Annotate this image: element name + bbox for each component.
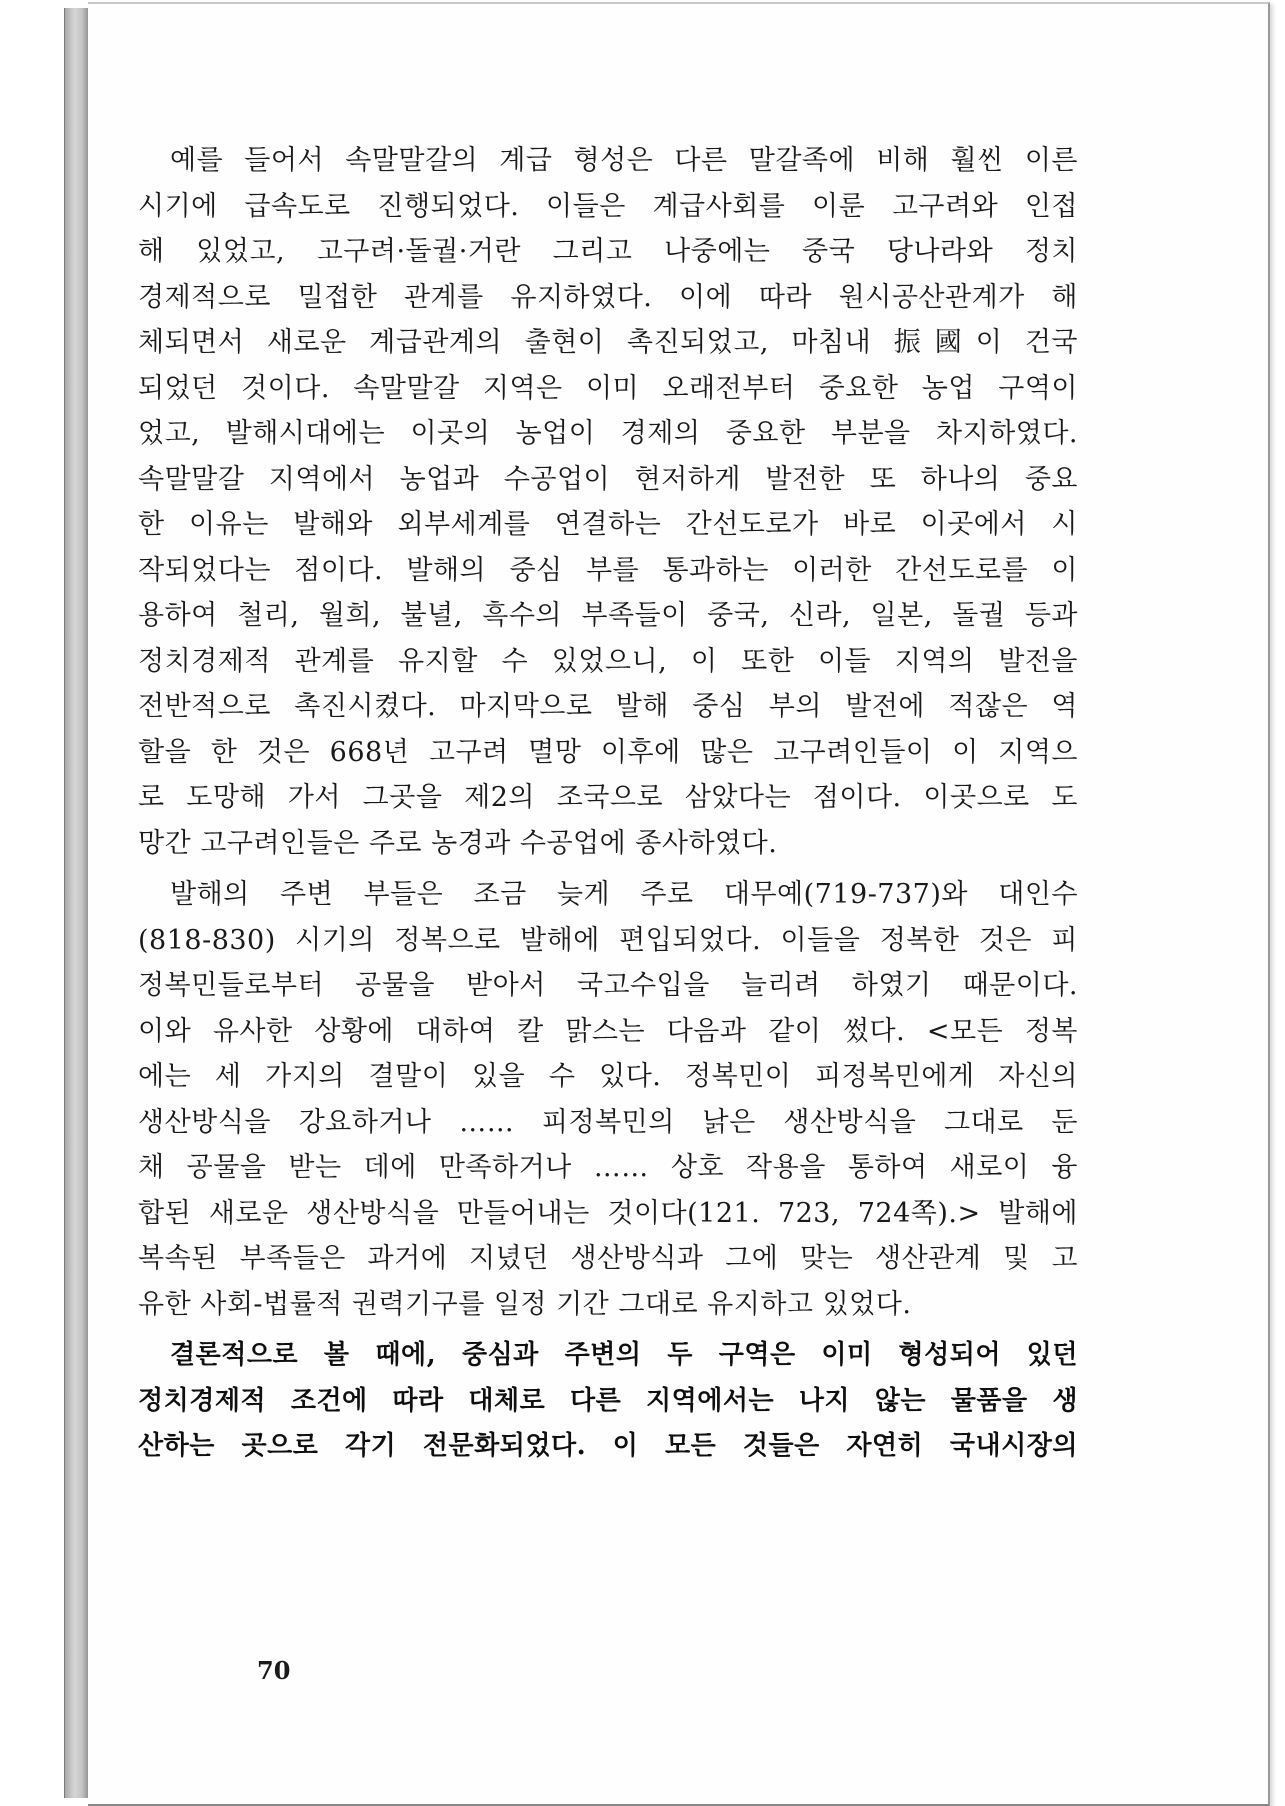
text-line: (818-830) 시기의 정복으로 발해에 편입되었다. 이들을 정복한 것은 피 (138, 924, 1078, 956)
paragraph-2 (138, 872, 1078, 1327)
text-line: 전반적으로 촉진시켰다. 마지막으로 발해 중심 부의 발전에 적잖은 역 (138, 691, 1078, 722)
text-line: 속말말갈 지역에서 농업과 수공업이 현저하게 발전한 또 하나의 중요 (138, 463, 1078, 495)
page-number: 70 (257, 1656, 291, 1685)
text-line: 정치경제적 관계를 유지할 수 있었으니, 이 또한 이들 지역의 발전을 (138, 645, 1078, 677)
text-line: 체되면서 새로운 계급관계의 출현이 촉진되었고, 마침내 振國이 건국 (138, 327, 1078, 358)
text-line: 작되었다는 점이다. 발해의 중심 부를 통과하는 이러한 간선도로를 이 (138, 554, 1078, 586)
body-text (138, 138, 1078, 1470)
text-line: 정치경제적 조건에 따라 대체로 다른 지역에서는 나지 않는 물품을 생 (138, 1385, 1078, 1416)
text-line: 생산방식을 강요하거나 …… 피정복민의 낡은 생산방식을 그대로 둔 (138, 1106, 1078, 1138)
text-line: 한 이유는 발해와 외부세계를 연결하는 간선도로가 바로 이곳에서 시 (138, 509, 1078, 540)
text-line: 되었던 것이다. 속말말갈 지역은 이미 오래전부터 중요한 농업 구역이 (138, 372, 1078, 404)
text-line: 망간 고구려인들은 주로 농경과 수공업에 종사하였다. (138, 827, 778, 859)
text-line: 시기에 급속도로 진행되었다. 이들은 계급사회를 이룬 고구려와 인접 (138, 190, 1078, 222)
text-line: 복속된 부족들은 과거에 지녔던 생산방식과 그에 맞는 생산관계 및 고 (138, 1243, 1078, 1274)
text-line: 해 있었고, 고구려·돌궐·거란 그리고 나중에는 중국 당나라와 정치 (138, 236, 1078, 267)
text-line: 에는 세 가지의 결말이 있을 수 있다. 정복민이 피정복민에게 자신의 (138, 1061, 1078, 1092)
paragraph-3 (138, 1333, 1078, 1470)
text-line: 유한 사회-법률적 권력기구를 일정 기간 그대로 유지하고 있었다. (138, 1288, 912, 1320)
text-line: 채 공물을 받는 데에 만족하거나 …… 상호 작용을 통하여 새로이 융 (138, 1152, 1078, 1183)
text-line: 용하여 철리, 월희, 불녈, 흑수의 부족들이 중국, 신라, 일본, 돌궐 등과 (138, 600, 1078, 631)
text-line: 었고, 발해시대에는 이곳의 농업이 경제의 중요한 부분을 차지하였다. (138, 418, 1078, 449)
text-line: 로 도망해 가서 그곳을 제2의 조국으로 삼았다는 점이다. 이곳으로 도 (138, 782, 1078, 813)
book-spine (64, 8, 90, 1798)
text-line: 정복민들로부터 공물을 받아서 국고수입을 늘리려 하였기 때문이다. (138, 970, 1078, 1001)
text-line: 결론적으로 볼 때에, 중심과 주변의 두 구역은 이미 형성되어 있던 (170, 1340, 1078, 1370)
text-line: 발해의 주변 부들은 조금 늦게 주로 대무예(719-737)와 대인수 (170, 879, 1078, 910)
text-line: 이와 유사한 상황에 대하여 칼 맑스는 다음과 같이 썼다. <모든 정복 (138, 1015, 1078, 1047)
text-line: 예를 들어서 속말말갈의 계급 형성은 다른 말갈족에 비해 훨씬 이른 (170, 145, 1078, 176)
text-line: 경제적으로 밀접한 관계를 유지하였다. 이에 따라 원시공산관계가 해 (138, 281, 1078, 313)
text-line: 할을 한 것은 668년 고구려 멸망 이후에 많은 고구려인들이 이 지역으 (138, 736, 1078, 768)
text-line: 산하는 곳으로 각기 전문화되었다. 이 모든 것들은 자연히 국내시장의 (138, 1431, 1078, 1461)
paragraph-1 (138, 138, 1078, 866)
text-line: 합된 새로운 생산방식을 만들어내는 것이다(121. 723, 724쪽).> 발해에 (138, 1197, 1078, 1229)
